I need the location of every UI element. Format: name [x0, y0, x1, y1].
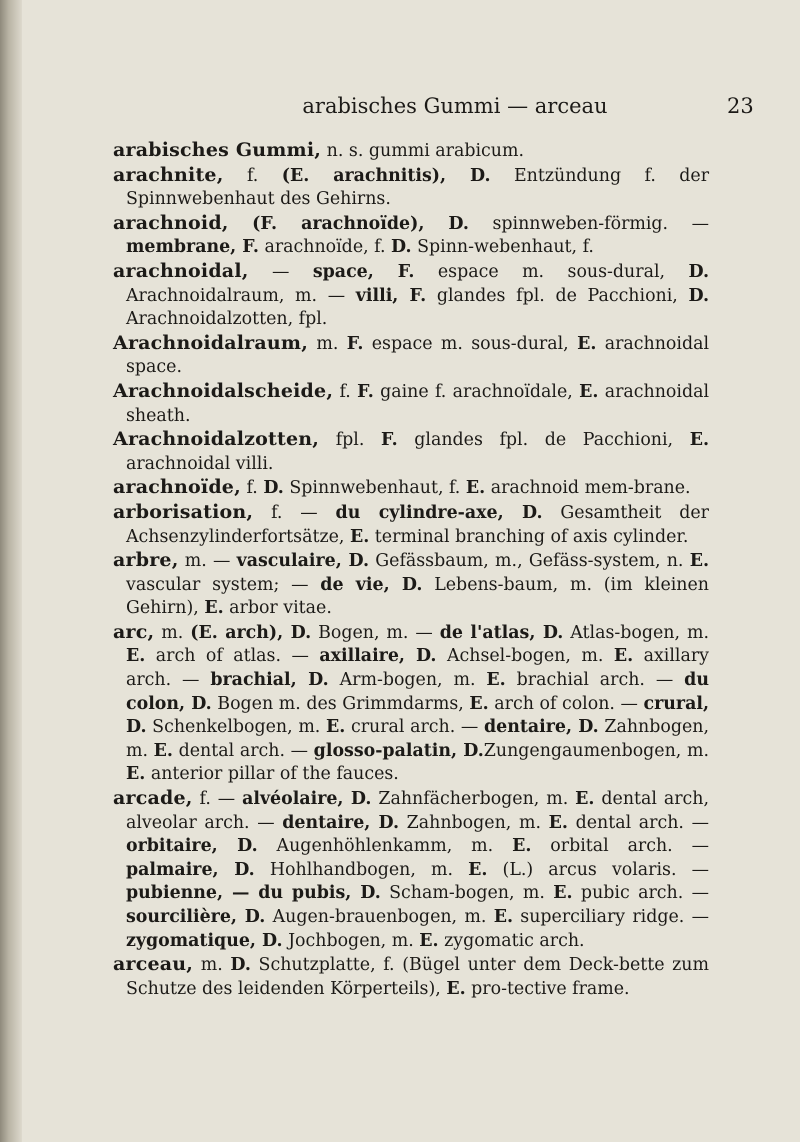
entry-arachnoidal	[113, 260, 709, 332]
headword: arbre,	[113, 549, 179, 572]
entry-arcade	[113, 787, 709, 953]
definition-text: arachnoid mem-brane.	[485, 478, 691, 499]
headword: arachnite,	[113, 163, 224, 186]
definition-text: arachnoidal villi.	[126, 453, 274, 474]
bold-term: sourcilière, D.	[126, 907, 266, 927]
headword: arborisation,	[113, 500, 254, 523]
definition-text: Schutzplatte, f. (Bügel unter dem Deck-bette zum Schutze des leidenden Körperteils),	[126, 955, 709, 999]
definition-text: pro-tective frame.	[465, 978, 630, 999]
definition-text: axillary arch. —	[126, 646, 709, 691]
bold-term: E.	[493, 907, 513, 927]
definition-text: arachnoïde, f.	[258, 237, 392, 258]
bold-term: E.	[613, 646, 634, 667]
bold-term: brachial, D.	[210, 670, 329, 691]
entry-arachnite	[113, 164, 709, 212]
bold-term: E.	[126, 646, 146, 667]
bold-term: space, F.	[312, 261, 415, 282]
definition-text: Entzündung f. der Spinnwebenhaut des Gehirns.	[126, 165, 710, 210]
bold-term: E.	[575, 789, 595, 810]
headword: Arachnoidalscheide,	[113, 379, 334, 402]
headword: arachnoid,	[113, 211, 229, 234]
entry-arachnoidalzotten	[113, 428, 709, 476]
bold-term: (F. arachnoïde), D.	[252, 213, 469, 234]
running-header: arabisches Gummi — arceau	[302, 94, 608, 118]
bold-term: E.	[326, 717, 346, 738]
bold-term: pubienne, — du pubis, D.	[126, 883, 381, 904]
bold-term: dentaire, D.	[282, 812, 400, 833]
entry-arbre	[113, 549, 709, 621]
bold-term: E.	[548, 812, 568, 833]
entry-arachnoide	[113, 476, 709, 501]
headword: arachnoïde,	[113, 476, 241, 499]
bold-term: crural, D.	[126, 693, 710, 738]
definition-text: spinnweben-förmig. —	[468, 213, 710, 234]
bold-term: de l'atlas, D.	[439, 622, 564, 643]
definition-text: Arachnoidalraum, m. —	[126, 285, 356, 306]
definition-text: Augen-brauenbogen, m.	[265, 907, 494, 927]
bold-term: E.	[446, 978, 466, 999]
definition-text: vascular system; —	[126, 574, 321, 595]
definition-text: dental arch. —	[172, 740, 314, 761]
bold-term: F.	[381, 430, 398, 451]
bold-term: dentaire, D.	[483, 717, 599, 738]
definition-text: Gefässbaum, m., Gefäss-system, n.	[369, 551, 690, 572]
bold-term: E.	[349, 526, 370, 547]
headword: arc,	[113, 620, 155, 643]
headword: arachnoidal,	[113, 259, 249, 282]
definition-text: crural arch. —	[345, 717, 484, 738]
definition-text: arch of atlas. —	[145, 646, 320, 667]
bold-term: D.	[688, 261, 709, 282]
definition-text: terminal branching of axis cylinder.	[369, 526, 689, 547]
definition-text: gaine f. arachnoïdale,	[373, 381, 580, 402]
definition-text: m.	[154, 622, 191, 643]
definition-text: glandes fpl. de Pacchioni,	[426, 285, 689, 306]
entry-arborisation	[113, 501, 709, 549]
definition-text: f.	[333, 381, 358, 402]
definition-text: Lebens-baum, m. (im kleinen Gehirn),	[126, 574, 709, 619]
definition-text: Gesamtheit der Achsenzylinderfortsätze,	[126, 502, 709, 547]
entry-arabisches-gummi	[113, 139, 709, 164]
bold-term: glosso-palatin, D.	[313, 740, 484, 761]
bold-term: E.	[579, 381, 599, 402]
bold-term: E.	[577, 333, 597, 354]
headword: arabisches Gummi,	[113, 139, 322, 161]
bold-term: du colon, D.	[126, 670, 709, 714]
definition-text	[229, 214, 253, 234]
definition-text: pubic arch. —	[572, 883, 709, 904]
bold-term: F.	[357, 381, 374, 402]
bold-term: E.	[689, 551, 709, 572]
entry-arachnoidalraum	[113, 332, 709, 380]
definition-text: (L.) arcus volaris. —	[487, 859, 709, 880]
bold-term: E.	[486, 670, 506, 691]
definition-text: orbital arch. —	[531, 836, 709, 857]
definition-text: Schenkelbogen, m.	[146, 717, 326, 738]
definition-text: espace m. sous-dural,	[363, 333, 578, 354]
definition-text: arachnoidal space.	[126, 333, 710, 378]
page-number: 23	[727, 94, 754, 118]
definition-text: fpl.	[319, 430, 381, 451]
definition-text: Spinn-webenhaut, f.	[411, 237, 594, 258]
bold-term: E.	[204, 598, 224, 619]
headword: Arachnoidalzotten,	[113, 428, 320, 451]
bold-term: D.	[263, 478, 284, 499]
definition-text: dental arch, alveolar arch. —	[126, 789, 710, 833]
definition-text: Zahnfächerbogen, m.	[371, 789, 576, 810]
definition-text: Achsel-bogen, m.	[436, 646, 614, 667]
bold-term: villi, F.	[355, 285, 427, 306]
definition-text: Hohlhandbogen, m.	[254, 859, 469, 880]
definition-text: Scham-bogen, m.	[380, 883, 554, 904]
definition-text: f.	[223, 165, 282, 186]
bold-term: E.	[153, 740, 173, 761]
definition-text: —	[248, 261, 313, 282]
definition-text: glandes fpl. de Pacchioni,	[397, 430, 690, 451]
headword: Arachnoidalraum,	[113, 331, 309, 354]
definition-text: Augenhöhlenkamm, m.	[257, 836, 513, 857]
bold-term: (E. arch), D.	[190, 622, 312, 643]
bold-term: F.	[346, 333, 364, 354]
bold-term: palmaire, D.	[126, 859, 255, 880]
headword: arcade,	[113, 787, 193, 810]
definition-text: Jochbogen, m.	[282, 930, 420, 951]
headword: arceau,	[113, 953, 194, 976]
entry-arachnoid	[113, 212, 709, 260]
definition-text: m.	[308, 333, 347, 354]
definition-text: m.	[193, 955, 231, 976]
bold-term: D.	[230, 955, 251, 976]
bold-term: axillaire, D.	[319, 646, 437, 667]
definition-text: arch of colon. —	[488, 693, 644, 714]
definition-text: Zahnbogen, m.	[399, 812, 549, 833]
definition-text: brachial arch. —	[505, 670, 685, 691]
bold-term: zygomatique, D.	[126, 930, 283, 951]
entry-arc	[113, 621, 709, 787]
bold-term: E.	[468, 859, 488, 880]
definition-text: Bogen, m. —	[311, 622, 440, 643]
bold-term: vasculaire, D.	[236, 551, 370, 572]
entry-arceau	[113, 953, 709, 1001]
bold-term: membrane, F.	[126, 237, 259, 258]
definition-text: Bogen m. des Grimmdarms,	[211, 693, 470, 714]
definition: n. s. gummi arabicum.	[321, 141, 524, 161]
bold-term: (E. arachnitis), D.	[281, 165, 491, 186]
bold-term: du cylindre-axe, D.	[335, 502, 543, 523]
bold-term: E.	[689, 430, 710, 451]
definition-text: arachnoidal sheath.	[126, 381, 710, 426]
definition-text: Zahnbogen, m.	[126, 717, 709, 761]
definition-text: f.	[240, 478, 264, 499]
definition-text: arbor vitae.	[223, 598, 332, 619]
bold-term: E.	[512, 836, 532, 857]
bold-term: E.	[553, 883, 573, 904]
bold-term: E.	[469, 693, 489, 714]
bold-term: de vie, D.	[320, 574, 423, 595]
definition-text: Atlas-bogen, m.	[563, 622, 709, 643]
entry-list	[113, 139, 709, 1001]
bold-term: E.	[419, 930, 439, 951]
definition-text: Spinnwebenhaut, f.	[283, 478, 466, 499]
book-gutter	[0, 0, 22, 1142]
bold-term: alvéolaire, D.	[242, 789, 372, 810]
bold-term: D.	[688, 285, 710, 306]
definition-text: Arm-bogen, m.	[328, 670, 487, 691]
entry-arachnoidalscheide	[113, 380, 709, 428]
definition-text: anterior pillar of the fauces.	[145, 764, 399, 785]
definition-text: f. —	[192, 789, 243, 810]
definition-text: Arachnoidalzotten, fpl.	[126, 309, 328, 330]
definition-text: zygomatic arch.	[438, 930, 585, 951]
definition-text: f. —	[253, 502, 336, 523]
definition-text: dental arch. —	[567, 812, 709, 833]
definition-text: m. —	[178, 551, 237, 572]
bold-term: D.	[391, 237, 412, 258]
definition-text: superciliary ridge. —	[513, 907, 709, 927]
definition-text: Zungengaumenbogen, m.	[483, 740, 709, 761]
bold-term: E.	[126, 764, 146, 785]
bold-term: orbitaire, D.	[126, 836, 258, 857]
bold-term: E.	[465, 478, 486, 499]
definition-text: espace m. sous-dural,	[414, 261, 689, 282]
